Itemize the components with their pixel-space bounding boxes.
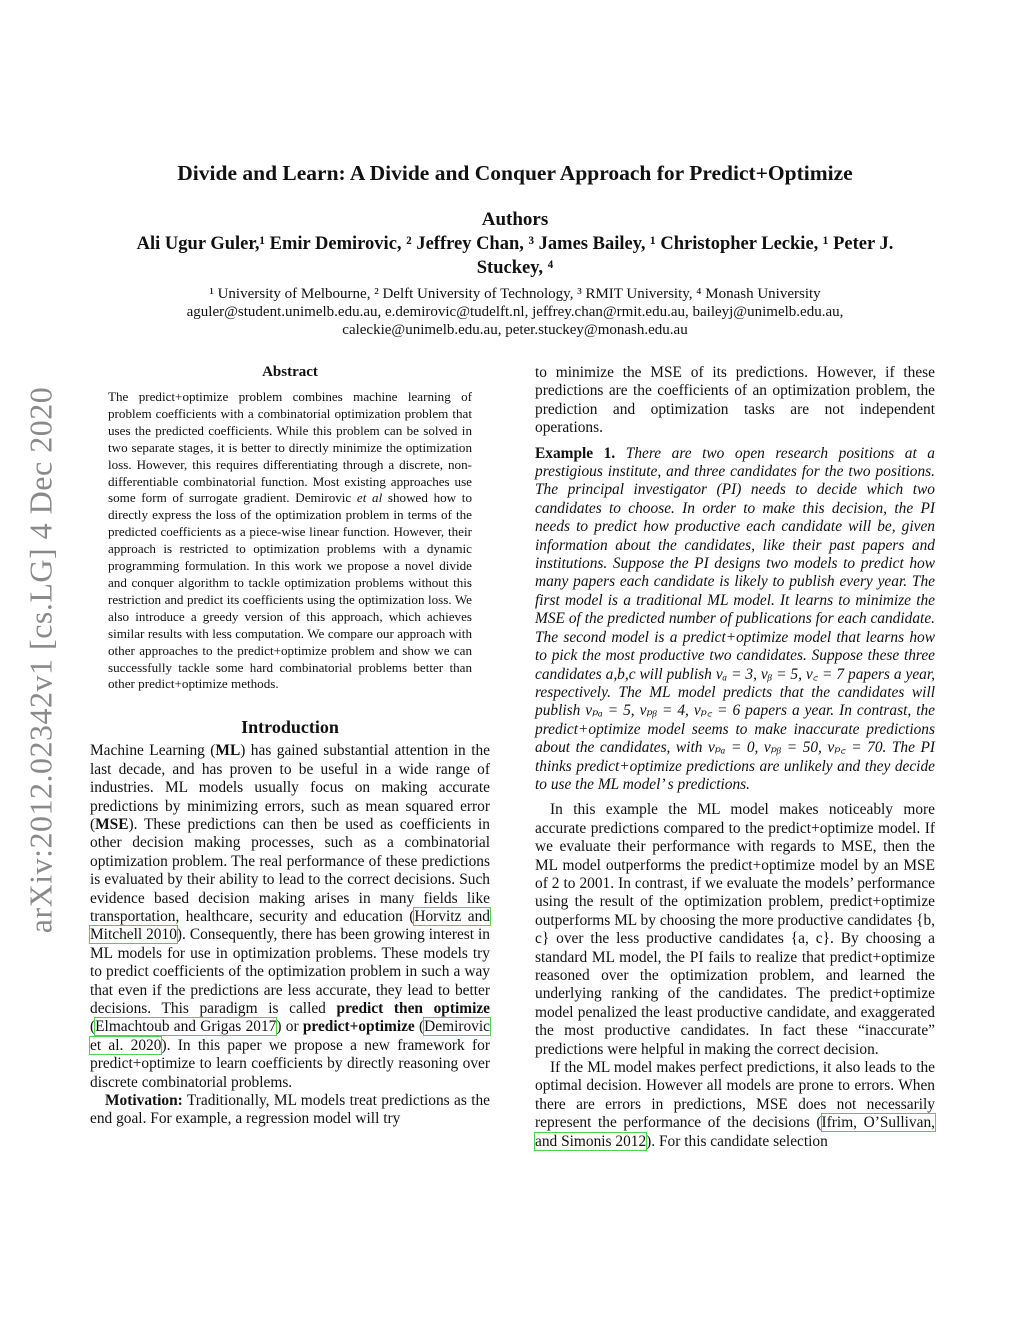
email-list-1: aguler@student.unimelb.edu.au, e.demirovic@tudelft.nl, jeffrey.chan@rmit.edu.au, baileyj@unimelb.edu.au, — [186, 304, 844, 320]
citation-ifrim-2012[interactable]: Ifrim, O’Sullivan, and Simonis 2012 — [535, 1114, 936, 1150]
author-names-line1: Ali Ugur Guler,¹ Emir Demirovic, ² Jeffrey Chan, ³ James Bailey, ¹ Christopher Leckie, ¹ Peter J. — [136, 234, 894, 254]
et-al: et al — [356, 490, 383, 506]
abstract-heading: Abstract — [262, 364, 318, 380]
right-paragraph-1: to minimize the MSE of its predictions. However, if these predictions are the coefficients of an optimization problem, the prediction and optimization tasks are not independent operations. — [535, 364, 935, 437]
citation-demirovic-2020[interactable]: Demirovic et al. 2020 — [90, 1018, 490, 1054]
email-list-2: caleckie@unimelb.edu.au, peter.stuckey@monash.edu.au — [342, 322, 688, 338]
citation-elmachtoub-grigas-2017[interactable]: Elmachtoub and Grigas 2017 — [95, 1018, 277, 1036]
paper-title: Divide and Learn: A Divide and Conquer Approach for Predict+Optimize — [177, 161, 853, 185]
example-label: Example 1. — [535, 444, 616, 462]
authors-heading: Authors — [481, 209, 549, 230]
example-1 — [535, 445, 935, 795]
citation-horvitz-mitchell-2010[interactable]: Horvitz and Mitchell 2010 — [90, 907, 490, 944]
affiliation-list: ¹ University of Melbourne, ² Delft University of Technology, ³ RMIT University, ⁴ Monash University — [209, 286, 821, 302]
arxiv-identifier: arXiv:2012.02342v1 [cs.LG] 4 Dec 2020 — [22, 386, 59, 934]
introduction-heading: Introduction — [241, 717, 339, 738]
authors-block — [95, 208, 935, 339]
right-paragraph-2: In this example the ML model makes noticeably more accurate predictions compared to the predict+optimize model. If we evaluate their performance with regards to MSE, then the ML model outperforms the predict+optimize model by an MSE of 2 to 2001. In contrast, if we evaluate the models’ performance using the result of the optimization problem, predict+optimize outperforms ML by choosing the more productive candidates {b, c} over the less productive candidates {a, c}. By choosing a standard ML model, the PI fails to realize that predict+optimize reasoned over the optimization problem, and learned the underlying ranking of the candidates. The predict+optimize model penalized the least productive candidate, and exaggerated the most productive candidates. In fact these “inaccurate” predictions were helpful in making the correct decision. — [535, 801, 935, 1058]
intro-paragraph-1: Machine Learning (ML) has gained substantial attention in the last decade, and has proven to be useful in a wide range of industries. ML models usually focus on making accurate predictions by minimizing errors, such as mean squared error (MSE). These predictions can then be used as coefficients in other decision making processes, such as a combinatorial optimization problem. The real performance of these predictions is evaluated by their ability to lead to the correct decisions. Such evidence based decision making arises in many fields like transportation, healthcare, security and education (Horvitz and Mitchell 2010). Consequently, there has been growing interest in ML models for use in optimization problems. These models try to predict coefficients of the optimization problem in such a way that even if the predictions are less accurate, they lead to better decisions. This paradigm is called predict then optimize (Elmachtoub and Grigas 2017) or predict+optimize (Demirovic et al. 2020). In this paper we propose a new framework for predict+optimize to learn coefficients by directly reasoning over discrete combinatorial problems. — [90, 742, 491, 1091]
left-column — [90, 364, 490, 1129]
affiliations — [95, 285, 935, 339]
abstract-text: The predict+optimize problem combines machine learning of problem coefficients with a combinatorial optimization problem that uses the predicted coefficients. While this problem can be solved in two separate stages, it is better to directly minimize the optimization loss. However, this requires differentiating through a discrete, non-differentiable combinatorial function. Most existing approaches use some form of surrogate gradient. Demirovic et al showed how to directly express the loss of the optimization problem in terms of the predicted coefficients as a piece-wise linear function. However, their approach is restricted to optimization problems with a dynamic programming formulation. In this work we propose a novel divide and conquer algorithm to tackle optimization problems without this restriction and predict its coefficients using the optimization loss. We also introduce a greedy version of this approach, which achieves similar results with less computation. We compare our approach with other approaches to the predict+optimize problem and show we can successfully tackle some hard combinatorial problems better than other predict+optimize methods. — [108, 389, 472, 692]
motivation-paragraph: Motivation: Traditionally, ML models treat predictions as the end goal. For example, a regression model will try — [90, 1092, 490, 1128]
motivation-label: Motivation: — [105, 1092, 183, 1110]
example-text: There are two open research positions at a prestigious institute, and three candidates for the two positions. The principal investigator (PI) needs to decide which two candidates to choose. In order to make this decision, the PI needs to predict how productive each candidate will be, given information about the candidates, like their past papers and institutions. Suppose the PI designs two models to predict how many papers each candidate is likely to publish every year. The first model is a traditional ML model. It learns to minimize the MSE of the predicted number of publications for each candidate. The second model is a predict+optimize model that learns how to pick the most productive two candidates. Suppose these three candidates a,b,c will publish vₐ = 3, vᵦ = 5, v꜀ = 7 papers a year, respectively. The ML model predicts that the candidates will publish vₚₐ = 5, vₚᵦ = 4, vₚ꜀ = 6 papers a year. In contrast, the predict+optimize model seems to make inaccurate predictions about the candidates, with vₚₐ = 0, vₚᵦ = 50, vₚ꜀ = 70. The PI thinks predict+optimize predictions are unlikely and they decide to use the ML model’ s predictions. — [535, 444, 935, 793]
right-column — [535, 364, 935, 1151]
arxiv-watermark — [18, 360, 64, 960]
right-paragraph-3: If the ML model makes perfect predictions, it also leads to the optimal decision. However all models are prone to errors. When there are errors in predictions, MSE does not necessarily represent the performance of the decisions (Ifrim, O’Sullivan, and Simonis 2012). For this candidate selection — [535, 1059, 936, 1150]
author-names-line2: Stuckey, ⁴ — [476, 258, 554, 278]
